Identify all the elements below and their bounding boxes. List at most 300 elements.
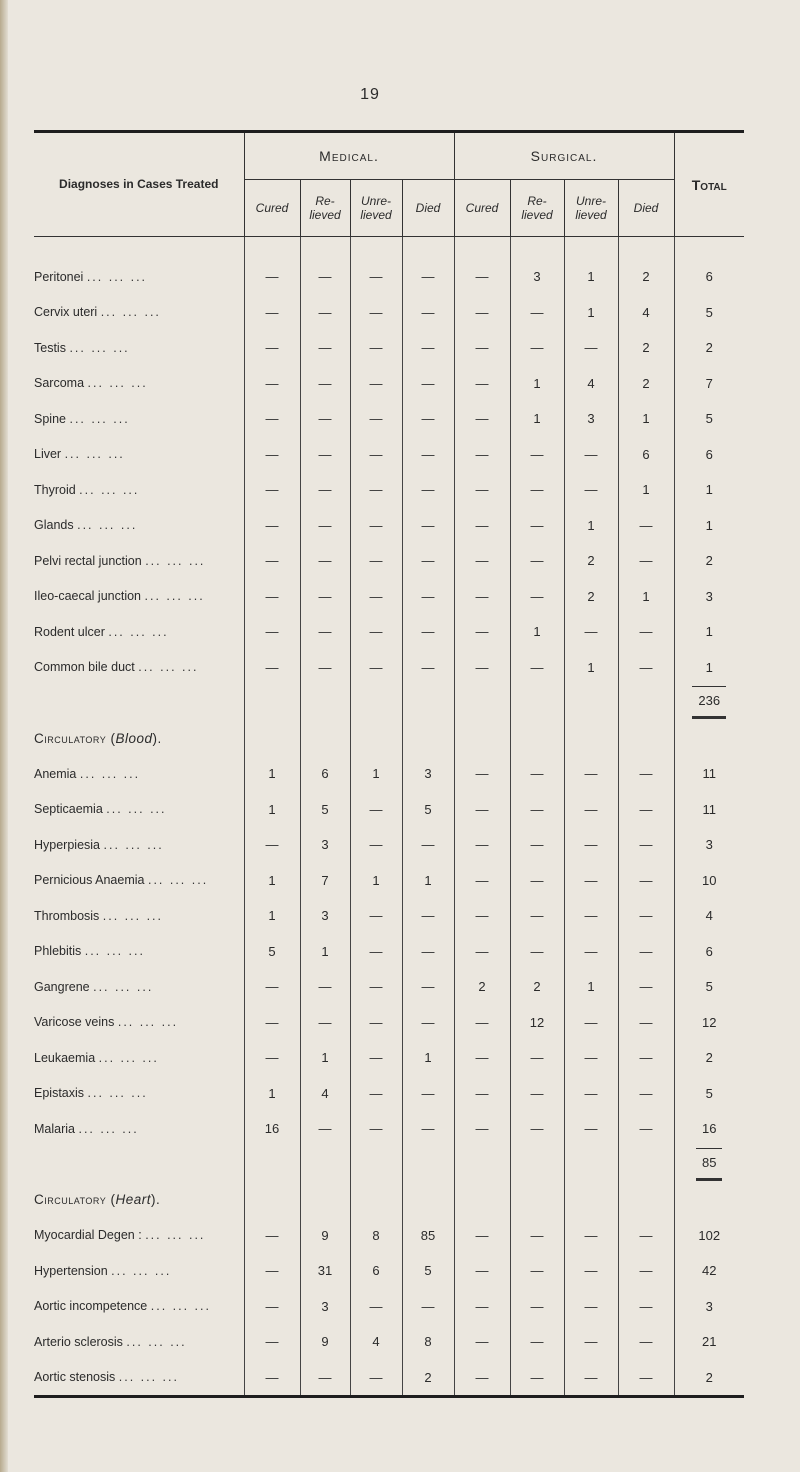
diagnoses-header: Diagnoses in Cases Treated (34, 132, 244, 237)
subtotal-cell (674, 685, 744, 721)
diagnosis-label (34, 295, 244, 331)
diagnosis-name: Epistaxis (34, 1086, 85, 1101)
empty-cell (510, 1147, 564, 1183)
row-total: 3 (705, 837, 713, 853)
diagnosis-label (34, 1289, 244, 1325)
count-cell: — (402, 579, 454, 615)
leader-dots: ... ... ... (98, 1050, 159, 1065)
count-cell: 2 (564, 543, 618, 579)
count-cell: — (402, 401, 454, 437)
count-cell: — (402, 898, 454, 934)
count-cell: 1 (244, 898, 300, 934)
count-cell: — (564, 1253, 618, 1289)
medical-relieved-header: Re- lieved (300, 180, 350, 237)
leader-dots: ... ... ... (145, 553, 206, 568)
leader-dots: ... ... ... (103, 837, 164, 852)
count-cell: 4 (618, 295, 674, 331)
count-cell: 2 (454, 969, 510, 1005)
diagnosis-label (34, 792, 244, 828)
count-cell: — (454, 366, 510, 402)
count-cell: — (510, 827, 564, 863)
count-cell: — (300, 614, 350, 650)
diagnosis-name: Testis (34, 340, 66, 355)
count-cell: — (350, 543, 402, 579)
count-cell: — (300, 1005, 350, 1041)
count-cell: — (350, 614, 402, 650)
count-cell: — (244, 366, 300, 402)
count-cell: — (618, 969, 674, 1005)
count-cell: — (618, 934, 674, 970)
count-cell: 85 (402, 1218, 454, 1254)
row-total: 6 (705, 446, 713, 462)
count-cell: — (300, 437, 350, 473)
diagnosis-label (34, 1324, 244, 1360)
section-title: Circulatory (Blood). (34, 721, 244, 757)
count-cell: — (350, 366, 402, 402)
table-row (34, 756, 744, 792)
spacer-cell (300, 237, 350, 260)
count-cell: — (402, 543, 454, 579)
count-cell: — (510, 898, 564, 934)
empty-cell (564, 1147, 618, 1183)
count-cell: — (300, 1360, 350, 1397)
count-cell: — (618, 543, 674, 579)
count-cell: — (300, 543, 350, 579)
count-cell: — (244, 1289, 300, 1325)
count-cell: 1 (564, 259, 618, 295)
count-cell: — (454, 259, 510, 295)
total-header: Total (674, 132, 744, 237)
table-row (34, 1005, 744, 1041)
count-cell: — (350, 330, 402, 366)
count-cell: 8 (350, 1218, 402, 1254)
count-cell: 1 (244, 1076, 300, 1112)
empty-cell (510, 1182, 564, 1218)
diagnosis-name: Arterio sclerosis (34, 1334, 123, 1349)
spacer-cell (350, 237, 402, 260)
count-cell: — (454, 650, 510, 686)
count-cell: — (564, 1111, 618, 1147)
count-cell: 1 (510, 614, 564, 650)
empty-cell (402, 1182, 454, 1218)
count-cell: — (510, 543, 564, 579)
diagnosis-label (34, 472, 244, 508)
leader-dots: ... ... ... (145, 1228, 206, 1243)
row-total: 6 (705, 269, 713, 285)
count-cell: — (454, 508, 510, 544)
diagnosis-name: Rodent ulcer (34, 624, 105, 639)
empty-cell (402, 685, 454, 721)
count-cell: — (300, 1111, 350, 1147)
diagnosis-label (34, 898, 244, 934)
count-cell: — (618, 898, 674, 934)
count-cell: — (244, 508, 300, 544)
subtotal-cell (674, 1182, 744, 1218)
diagnosis-name: Spine (34, 411, 66, 426)
count-cell: — (618, 756, 674, 792)
row-total: 12 (702, 1014, 717, 1030)
leader-dots: ... ... ... (117, 1015, 179, 1030)
empty-cell (454, 685, 510, 721)
count-cell: — (350, 969, 402, 1005)
diagnosis-label (34, 437, 244, 473)
count-cell: 1 (618, 401, 674, 437)
count-cell: 4 (564, 366, 618, 402)
count-cell: — (454, 330, 510, 366)
count-cell: — (618, 1111, 674, 1147)
diagnosis-name: Myocardial Degen : (34, 1228, 142, 1243)
table-row (34, 330, 744, 366)
empty-cell (350, 721, 402, 757)
row-total: 10 (702, 872, 717, 888)
count-cell: — (564, 472, 618, 508)
count-cell: 5 (300, 792, 350, 828)
count-cell: — (454, 401, 510, 437)
diagnosis-label (34, 827, 244, 863)
count-cell: — (618, 508, 674, 544)
leader-dots: ... ... ... (111, 1263, 172, 1278)
diagnosis-name: Sarcoma (34, 376, 85, 391)
count-cell: — (402, 508, 454, 544)
empty-cell (564, 1182, 618, 1218)
table-header (34, 132, 744, 237)
count-cell: — (510, 756, 564, 792)
subtotal-row (34, 685, 744, 721)
row-total: 11 (702, 801, 716, 817)
table-row (34, 259, 744, 295)
count-cell: 7 (300, 863, 350, 899)
count-cell: — (618, 1253, 674, 1289)
table-row (34, 295, 744, 331)
subtotal-label (34, 1147, 244, 1183)
diagnosis-name: Aortic stenosis (34, 1370, 116, 1385)
leader-dots: ... ... ... (144, 589, 205, 604)
surgical-relieved-header: Re- lieved (510, 180, 564, 237)
diagnosis-name: Malaria (34, 1121, 75, 1136)
diagnosis-name: Phlebitis (34, 944, 82, 959)
count-cell: 5 (402, 792, 454, 828)
section-prefix: Circulatory (34, 1192, 107, 1208)
count-cell: 1 (350, 756, 402, 792)
count-cell: — (244, 969, 300, 1005)
count-cell: — (244, 579, 300, 615)
diagnosis-label (34, 863, 244, 899)
subtotal-cell (674, 1147, 744, 1183)
count-cell: — (618, 1040, 674, 1076)
count-cell: 5 (402, 1253, 454, 1289)
diagnosis-label (34, 756, 244, 792)
count-cell: — (244, 472, 300, 508)
count-cell: — (564, 863, 618, 899)
empty-cell (454, 1182, 510, 1218)
count-cell: — (510, 579, 564, 615)
count-cell: — (402, 1005, 454, 1041)
empty-cell (564, 685, 618, 721)
count-cell: 3 (300, 1289, 350, 1325)
count-cell: 2 (510, 969, 564, 1005)
row-total: 4 (705, 908, 713, 924)
leader-dots: ... ... ... (78, 1121, 139, 1136)
medical-unrelieved-header: Unre- lieved (350, 180, 402, 237)
count-cell: 1 (244, 792, 300, 828)
count-cell: — (350, 1111, 402, 1147)
count-cell: 12 (510, 1005, 564, 1041)
count-cell: — (510, 1253, 564, 1289)
empty-cell (454, 1147, 510, 1183)
diagnosis-name: Hyperpiesia (34, 837, 101, 852)
count-cell: — (564, 898, 618, 934)
table-row (34, 1360, 744, 1397)
count-cell: — (350, 827, 402, 863)
diagnosis-label (34, 614, 244, 650)
diagnosis-name: Thrombosis (34, 908, 100, 923)
count-cell: — (402, 259, 454, 295)
count-cell: — (244, 330, 300, 366)
spacer-cell (34, 237, 244, 260)
count-cell: — (454, 1040, 510, 1076)
diagnosis-label (34, 401, 244, 437)
count-cell: — (564, 934, 618, 970)
count-cell: — (454, 1218, 510, 1254)
leader-dots: ... ... ... (87, 1086, 148, 1101)
count-cell: — (244, 1040, 300, 1076)
count-cell: — (454, 1253, 510, 1289)
count-cell: 1 (564, 650, 618, 686)
leader-dots: ... ... ... (126, 1334, 187, 1349)
medical-group-header: Medical. (244, 132, 454, 180)
count-cell: — (402, 934, 454, 970)
count-cell: 1 (564, 508, 618, 544)
section-subject: Blood (115, 730, 153, 746)
count-cell: 1 (244, 756, 300, 792)
row-total: 16 (702, 1121, 717, 1137)
empty-cell (244, 1182, 300, 1218)
count-cell: — (350, 401, 402, 437)
row-total: 2 (705, 1050, 713, 1066)
empty-cell (454, 721, 510, 757)
count-cell: — (350, 1040, 402, 1076)
count-cell: 3 (402, 756, 454, 792)
row-total: 21 (702, 1334, 717, 1350)
subtotal-cell (674, 721, 744, 757)
count-cell: — (454, 1324, 510, 1360)
diagnosis-name: Anemia (34, 766, 77, 781)
page-edge (0, 0, 8, 1472)
leader-dots: ... ... ... (106, 802, 167, 817)
empty-cell (618, 721, 674, 757)
count-cell: — (618, 1218, 674, 1254)
count-cell: — (454, 827, 510, 863)
count-cell: — (402, 366, 454, 402)
count-cell: — (510, 792, 564, 828)
count-cell: 1 (510, 401, 564, 437)
count-cell: — (350, 934, 402, 970)
count-cell: — (564, 1005, 618, 1041)
table-row (34, 650, 744, 686)
count-cell: — (454, 863, 510, 899)
count-cell: — (564, 437, 618, 473)
count-cell: — (618, 1289, 674, 1325)
count-cell: 1 (300, 1040, 350, 1076)
count-cell: — (564, 1360, 618, 1397)
count-cell: — (244, 1005, 300, 1041)
count-cell: — (244, 650, 300, 686)
count-cell: — (402, 827, 454, 863)
count-cell: — (510, 1289, 564, 1325)
count-cell: — (510, 508, 564, 544)
row-total: 7 (705, 375, 713, 391)
row-total: 3 (705, 1298, 713, 1314)
surgical-unrelieved-header: Unre- lieved (564, 180, 618, 237)
row-total: 2 (705, 1369, 713, 1385)
count-cell: — (510, 330, 564, 366)
count-cell: — (510, 1111, 564, 1147)
count-cell: — (454, 472, 510, 508)
count-cell: — (454, 1289, 510, 1325)
empty-cell (564, 721, 618, 757)
count-cell: — (510, 295, 564, 331)
count-cell: 5 (244, 934, 300, 970)
section-subject: Heart (115, 1192, 152, 1208)
diagnosis-name: Glands (34, 518, 74, 533)
spacer-cell (618, 237, 674, 260)
count-cell: 1 (618, 472, 674, 508)
row-total: 102 (698, 1227, 721, 1243)
section-header-row (34, 721, 744, 757)
diagnosis-name: Ileo-caecal junction (34, 589, 142, 604)
diagnosis-name: Pelvi rectal junction (34, 553, 142, 568)
count-cell: — (454, 1111, 510, 1147)
count-cell: — (244, 1324, 300, 1360)
row-total: 3 (705, 588, 713, 604)
count-cell: — (618, 792, 674, 828)
empty-cell (300, 1182, 350, 1218)
count-cell: — (350, 1360, 402, 1397)
empty-cell (350, 685, 402, 721)
leader-dots: ... ... ... (150, 1299, 211, 1314)
count-cell: — (300, 650, 350, 686)
table-row (34, 934, 744, 970)
diagnosis-label (34, 543, 244, 579)
count-cell: — (300, 330, 350, 366)
diagnosis-name: Peritonei (34, 269, 84, 284)
count-cell: 4 (300, 1076, 350, 1112)
count-cell: — (510, 934, 564, 970)
count-cell: — (350, 259, 402, 295)
count-cell: 2 (618, 330, 674, 366)
table-row (34, 472, 744, 508)
empty-cell (350, 1182, 402, 1218)
count-cell: — (454, 756, 510, 792)
row-total: 2 (705, 553, 713, 569)
diagnosis-name: Septicaemia (34, 802, 103, 817)
leader-dots: ... ... ... (87, 376, 148, 391)
leader-dots: ... ... ... (118, 1370, 179, 1385)
empty-cell (300, 1147, 350, 1183)
spacer-cell (674, 237, 744, 260)
leader-dots: ... ... ... (93, 979, 154, 994)
surgical-group-header: Surgical. (454, 132, 674, 180)
row-total: 1 (705, 624, 713, 640)
count-cell: — (510, 1040, 564, 1076)
count-cell: 2 (618, 366, 674, 402)
table-body (34, 237, 744, 1397)
count-cell: 2 (564, 579, 618, 615)
leader-dots: ... ... ... (102, 908, 163, 923)
page-number: 19 (360, 86, 380, 103)
empty-cell (618, 1147, 674, 1183)
count-cell: — (350, 437, 402, 473)
diagnosis-label (34, 259, 244, 295)
count-cell: — (402, 614, 454, 650)
spacer-cell (454, 237, 510, 260)
table-row (34, 543, 744, 579)
surgical-died-header: Died (618, 180, 674, 237)
diagnosis-name: Pernicious Anaemia (34, 873, 145, 888)
count-cell: — (402, 650, 454, 686)
empty-cell (300, 721, 350, 757)
leader-dots: ... ... ... (64, 447, 125, 462)
count-cell: — (510, 472, 564, 508)
spacer-cell (510, 237, 564, 260)
diagnosis-name: Cervix uteri (34, 305, 98, 320)
count-cell: 1 (402, 863, 454, 899)
diagnosis-label (34, 1253, 244, 1289)
count-cell: — (618, 1324, 674, 1360)
diagnosis-label (34, 969, 244, 1005)
leader-dots: ... ... ... (100, 305, 161, 320)
count-cell: — (244, 614, 300, 650)
empty-cell (300, 685, 350, 721)
count-cell: — (510, 650, 564, 686)
row-total: 5 (705, 411, 713, 427)
count-cell: 2 (618, 259, 674, 295)
empty-cell (350, 1147, 402, 1183)
table-row (34, 366, 744, 402)
count-cell: — (244, 543, 300, 579)
count-cell: — (510, 1360, 564, 1397)
count-cell: — (244, 437, 300, 473)
count-cell: — (454, 437, 510, 473)
leader-dots: ... ... ... (79, 482, 140, 497)
count-cell: — (564, 756, 618, 792)
table-row (34, 1040, 744, 1076)
count-cell: — (402, 295, 454, 331)
medical-cured-header: Cured (244, 180, 300, 237)
leader-dots: ... ... ... (79, 766, 141, 781)
count-cell: — (244, 295, 300, 331)
spacer-row (34, 237, 744, 260)
diagnosis-label (34, 508, 244, 544)
count-cell: — (402, 969, 454, 1005)
count-cell: — (402, 1076, 454, 1112)
count-cell: — (564, 827, 618, 863)
count-cell: — (244, 401, 300, 437)
table-row (34, 969, 744, 1005)
count-cell: — (618, 1005, 674, 1041)
leader-dots: ... ... ... (147, 873, 209, 888)
subtotal-label (34, 685, 244, 721)
count-cell: — (402, 1111, 454, 1147)
count-cell: — (402, 472, 454, 508)
count-cell: — (454, 1076, 510, 1112)
section-prefix: Circulatory (34, 730, 107, 746)
count-cell: — (454, 543, 510, 579)
diagnosis-label (34, 1005, 244, 1041)
count-cell: — (244, 1360, 300, 1397)
leader-dots: ... ... ... (108, 624, 169, 639)
row-total: 2 (705, 340, 713, 356)
